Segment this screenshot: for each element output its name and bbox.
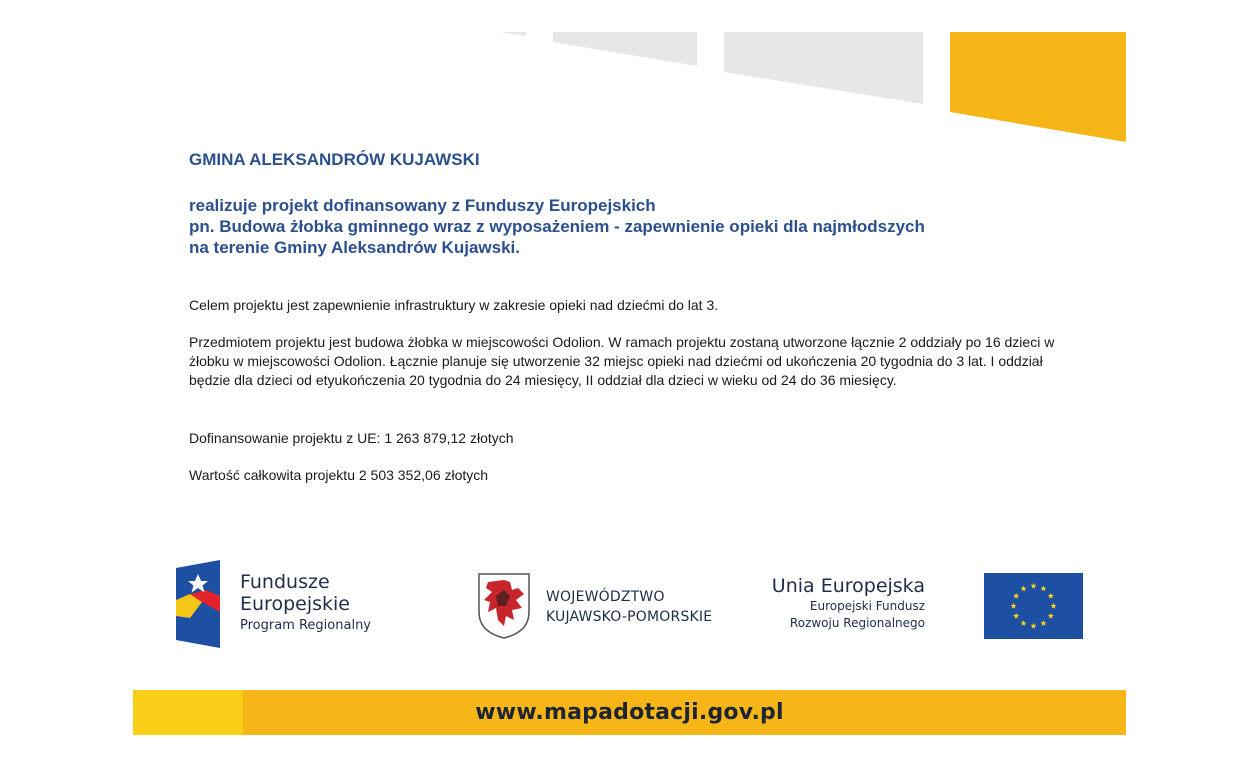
fe-line-fundusze: Fundusze (240, 571, 330, 593)
mapadotacji-link[interactable]: www.mapadotacji.gov.pl (475, 700, 784, 725)
wojewodztwo-logo (476, 572, 756, 642)
subtitle-line-2: pn. Budowa żłobka gminnego wraz z wyposażeniem - zapewnienie opieki dla najmłodszych (189, 217, 925, 236)
total-project-value: Wartość całkowita projektu 2 503 352,06 złotych (189, 467, 489, 483)
grey-stripe-small (499, 32, 526, 36)
fe-line-program: Program Regionalny (240, 618, 371, 633)
project-goal-text: Celem projektu jest zapewnienie infrastruktury w zakresie opieki nad dziećmi do lat 3. (189, 297, 719, 313)
project-info-poster (133, 32, 1126, 736)
project-subject-text: Przedmiotem projektu jest budowa żłobka w miejscowości Odolion. W ramach projektu zostaną utworzone łącznie 2 oddziały po 16 dzieci w żłobku w miejscowości Odolion. Łącznie planuje się utworzenie 32 miejsc opieki nad dziećmi od ukończenia 20 tygodnia do 3 lat. I oddział będzie dla dzieci od etyukończenia 20 tygodnia do 24 miesięcy, II oddział dla dzieci w wieku od 24 do 36 miesięcy. (189, 334, 1055, 388)
fundusze-europejskie-icon (176, 560, 220, 648)
unia-europejska-text (772, 574, 925, 632)
ue-sub-line-2: Rozwoju Regionalnego (789, 616, 925, 630)
decorative-header-stripes (133, 32, 1126, 152)
yellow-stripe (950, 32, 1126, 142)
subtitle-line-3: na terenie Gminy Aleksandrów Kujawski. (189, 238, 520, 257)
wojewodztwo-text (546, 587, 712, 627)
unia-europejska-logo (771, 572, 1093, 642)
eu-flag-icon (984, 573, 1083, 639)
subtitle-line-1: realizuje projekt dofinansowany z Funduszy Europejskich (189, 196, 656, 215)
project-subtitle (189, 195, 925, 258)
woj-line-2: KUJAWSKO-POMORSKIE (546, 609, 713, 625)
footer-banner (133, 690, 1126, 735)
fundusze-europejskie-text (240, 571, 371, 637)
fe-line-europejskie: Europejskie (240, 593, 350, 615)
grey-stripe-2 (724, 32, 923, 104)
ue-sub-line-1: Europejski Fundusz (809, 599, 925, 613)
griffin-coat-of-arms-icon (476, 572, 532, 640)
eu-funding-amount: Dofinansowanie projektu z UE: 1 263 879,12 złotych (189, 430, 514, 446)
grey-stripe-1 (553, 32, 697, 66)
ue-title: Unia Europejska (771, 575, 925, 597)
fundusze-europejskie-logo (176, 560, 396, 650)
woj-line-1: WOJEWÓDZTWO (546, 589, 665, 605)
municipality-title: GMINA ALEKSANDRÓW KUJAWSKI (189, 150, 480, 169)
